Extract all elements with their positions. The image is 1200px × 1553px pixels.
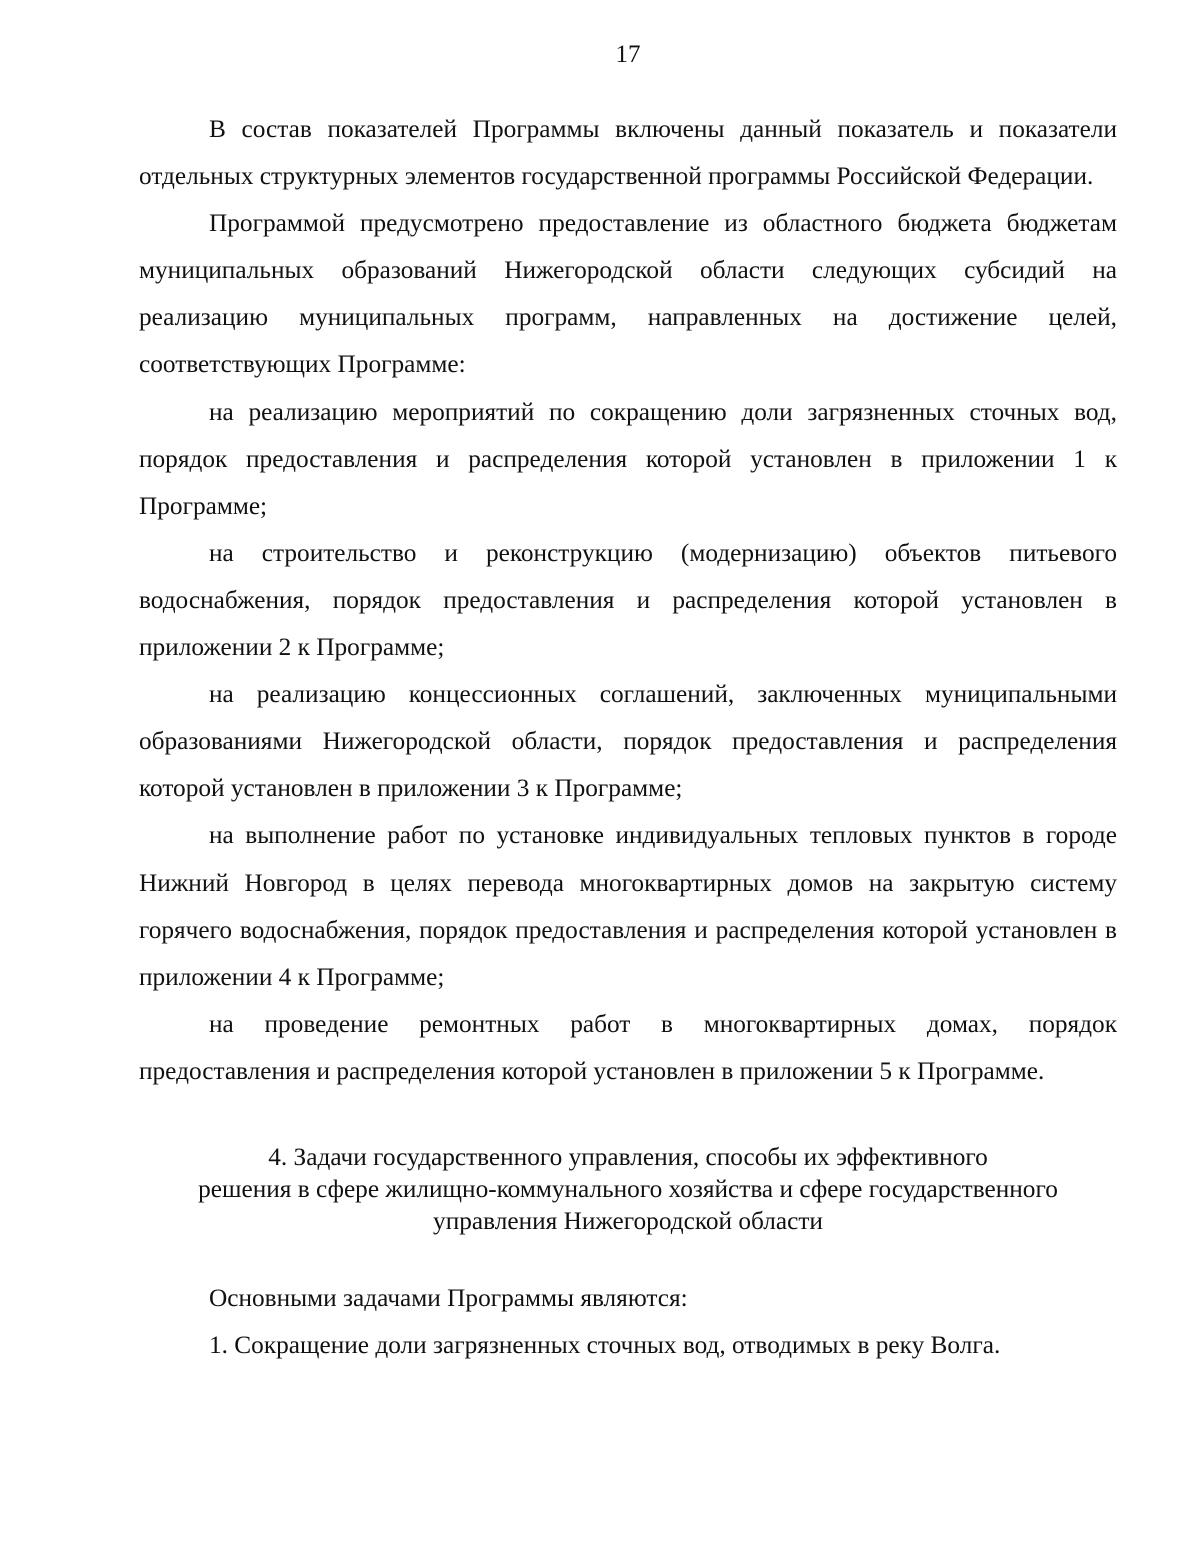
section-heading-line-1: 4. Задачи государственного управления, способы их эффективного: [268, 1142, 988, 1171]
section-heading-line-3: управления Нижегородской области: [433, 1206, 823, 1235]
paragraph-subsidy-water-supply: на строительство и реконструкцию (модернизацию) объектов питьевого водоснабжения, порядок предоставления и распределения которой установлен в приложении 2 к Программе;: [139, 538, 1117, 662]
paragraph-subsidy-heating-points: на выполнение работ по установке индивидуальных тепловых пунктов в городе Нижний Новгород в целях перевода многоквартирных домов на закрытую систему горячего водоснабжения, порядок предоставления и распределения которой установлен в приложении 4 к Программе;: [139, 821, 1117, 991]
paragraph-subsidy-wastewater: на реализацию мероприятий по сокращению доли загрязненных сточных вод, порядок предоставления и распределения которой установлен в приложении 1 к Программе;: [139, 397, 1117, 520]
tasks-intro: Основными задачами Программы являются:: [209, 1283, 688, 1312]
task-item-1: 1. Сокращение доли загрязненных сточных вод, отводимых в реку Волга.: [209, 1331, 1001, 1360]
section-heading-line-2: решения в сфере жилищно-коммунального хозяйства и сфере государственного: [198, 1174, 1058, 1203]
paragraph-indicators: В состав показателей Программы включены данный показатель и показатели отдельных структурных элементов государственной программы Российской Федерации.: [139, 115, 1117, 191]
document-body: [139, 106, 1117, 1369]
paragraph-subsidy-concessions: на реализацию концессионных соглашений, заключенных муниципальными образованиями Нижегородской области, порядок предоставления и распределения которой установлен в приложении 3 к Программе;: [139, 680, 1117, 803]
paragraph-subsidies-intro: Программой предусмотрено предоставление из областного бюджета бюджетам муниципальных образований Нижегородской области следующих субсидий на реализацию муниципальных программ, направленных на достижение целей, соответствующих Программе:: [139, 209, 1117, 379]
section-heading: [139, 1141, 1117, 1237]
paragraph-subsidy-repairs: на проведение ремонтных работ в многоквартирных домах, порядок предоставления и распределения которой установлен в приложении 5 к Программе.: [139, 1009, 1117, 1085]
page-number: 17: [615, 41, 641, 68]
